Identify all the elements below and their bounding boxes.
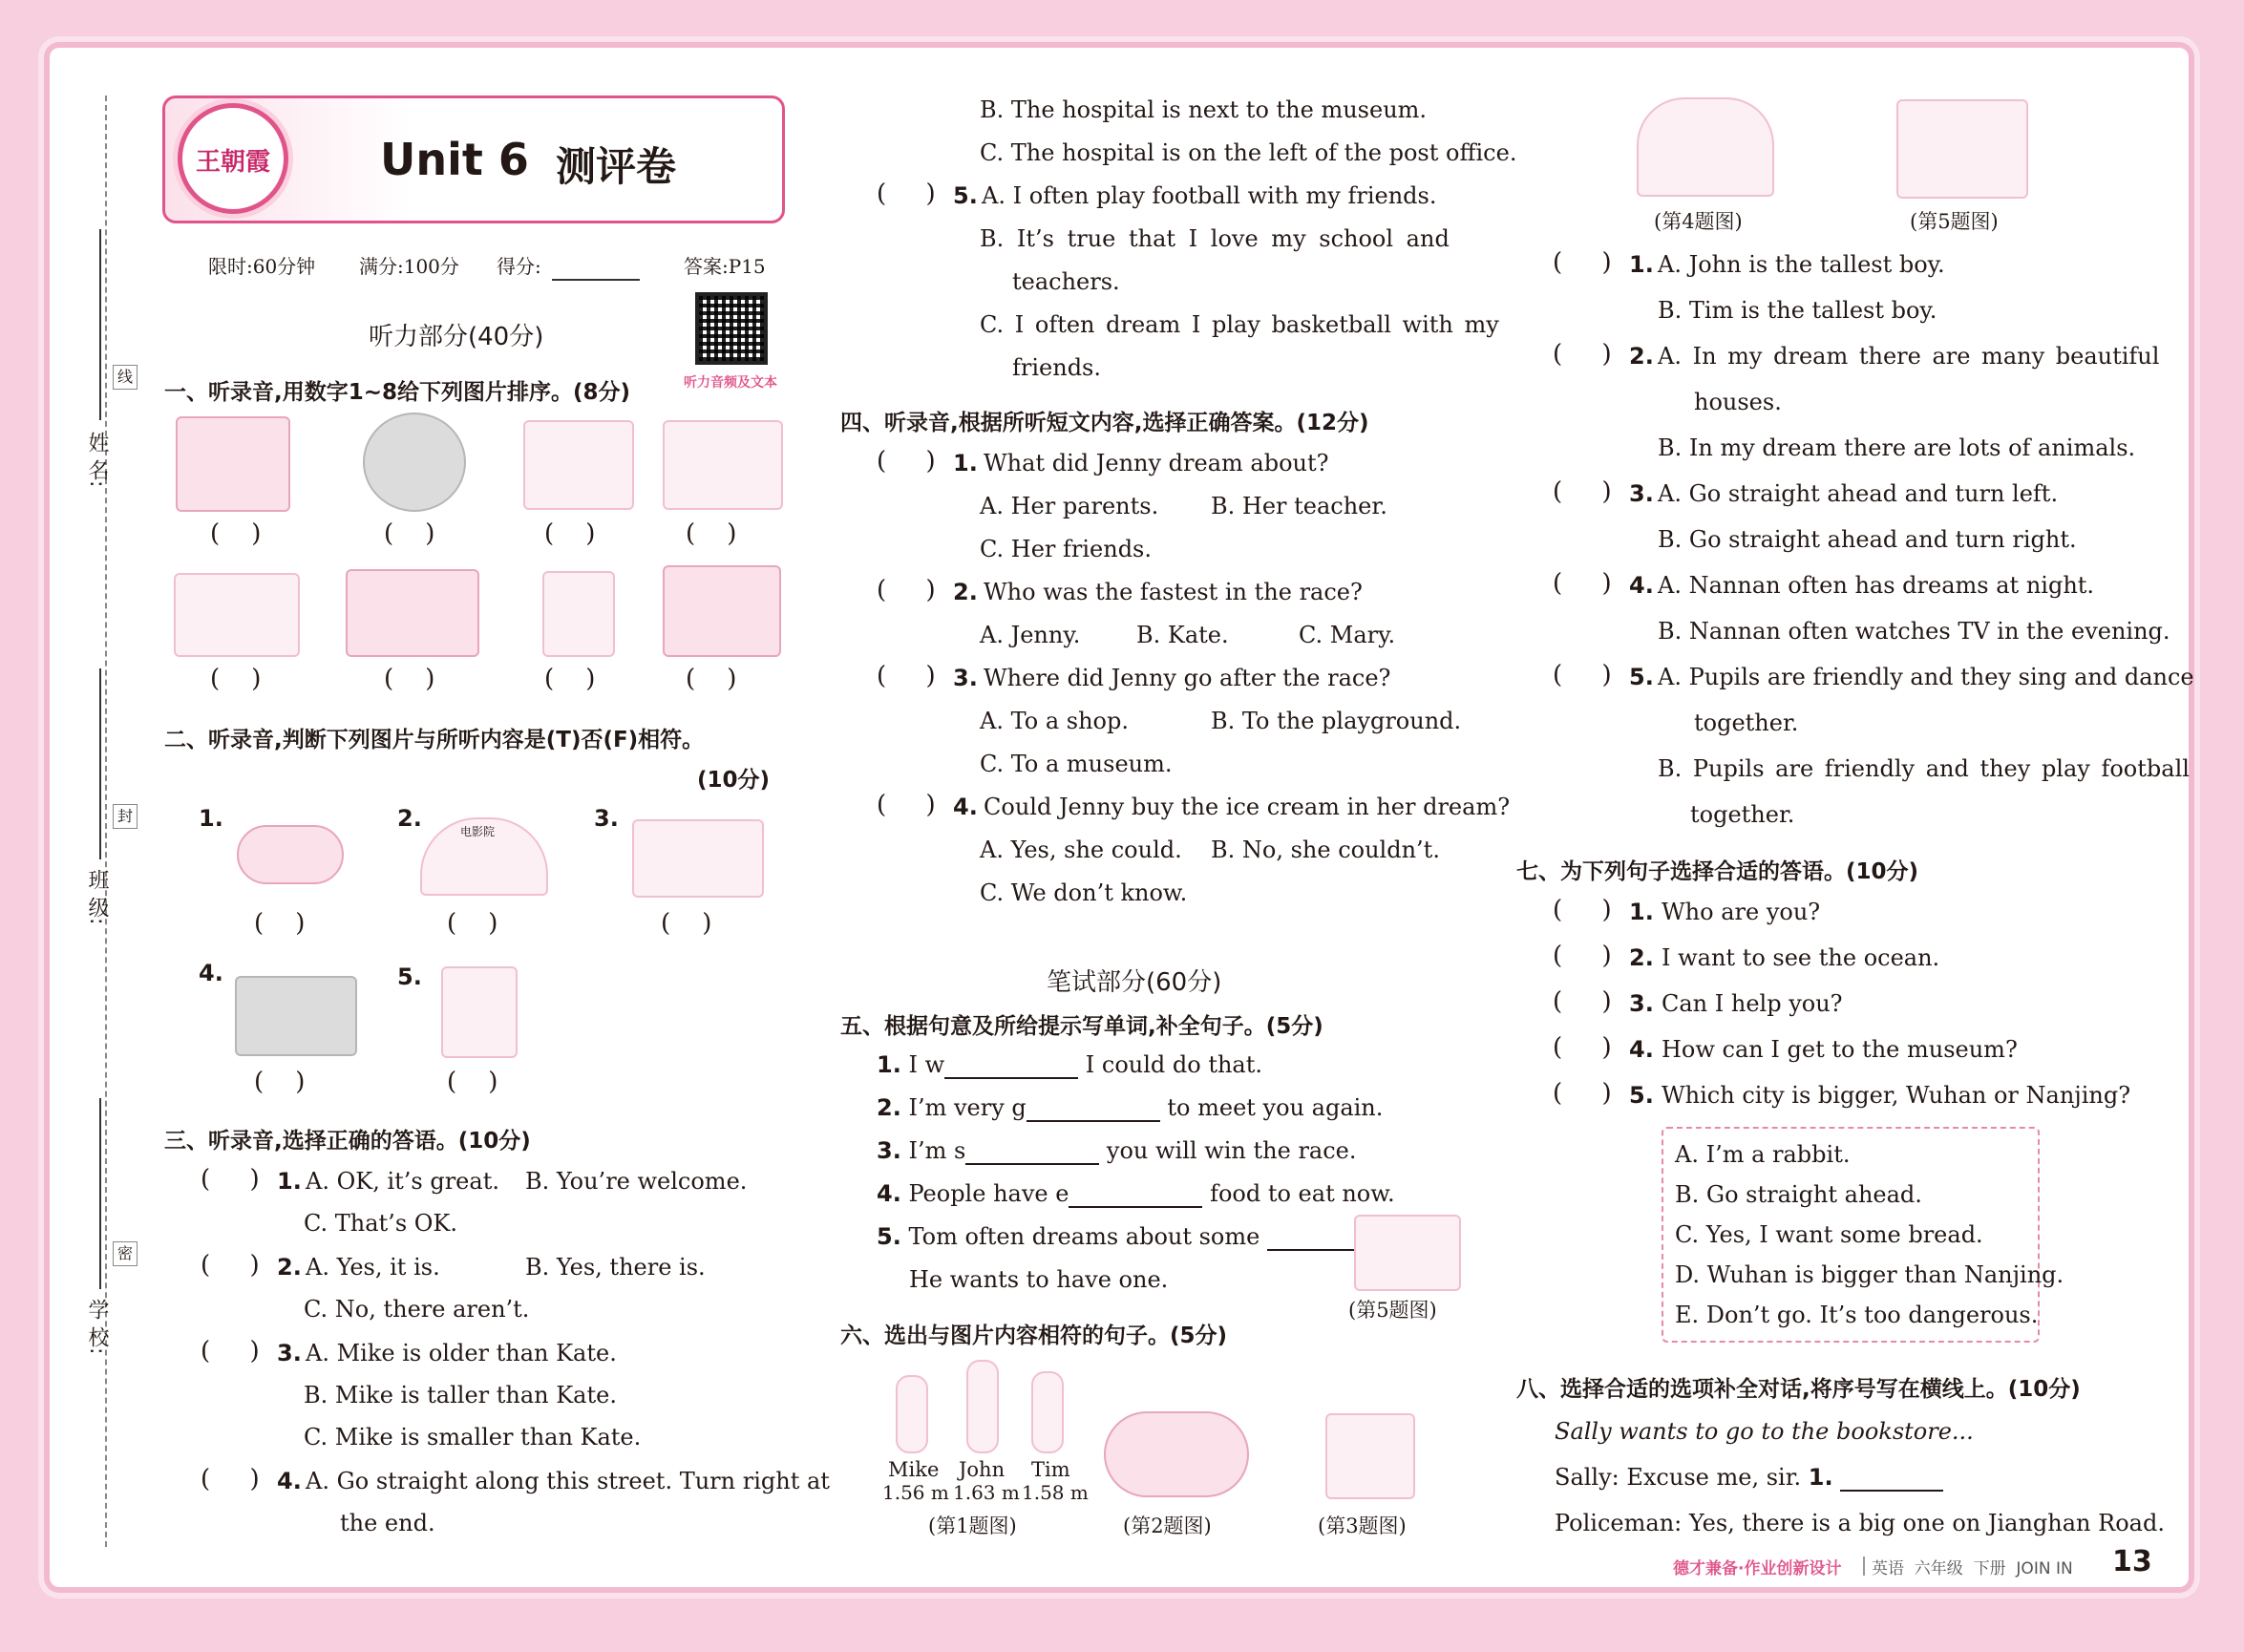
dialogue-line-2: Policeman: Yes, there is a big one on Jianghan Road. (1555, 1510, 2165, 1536)
question-number: 5. (1629, 1082, 1654, 1109)
option-c: C. Mary. (1299, 622, 1396, 648)
class-field[interactable] (99, 668, 101, 859)
cinema-sign: 电影院 (460, 825, 496, 838)
footer-divider (1863, 1557, 1865, 1576)
figure-height: 1.58 m (1022, 1481, 1089, 1504)
option-a: A. In my dream there are many beautiful (1658, 343, 2160, 370)
dialogue-line-1 (1555, 1463, 1943, 1492)
sentence-end: to meet you again. (1167, 1094, 1384, 1121)
option-b-continued: together. (1690, 801, 1795, 828)
option-b: B. To the playground. (1211, 708, 1462, 734)
picture-animals-dream (1104, 1411, 1249, 1497)
figure-caption: (第5题图) (1910, 210, 1999, 233)
name-field[interactable] (99, 229, 101, 420)
section-6-heading: 六、选出与图片内容相符的句子。(5分) (840, 1324, 1228, 1348)
question-number: 1. (277, 1168, 302, 1195)
question-text: I want to see the ocean. (1662, 944, 1940, 971)
answer-paren[interactable]: ( ) (877, 662, 936, 690)
question-number: 4. (953, 794, 978, 820)
sentence-start: I’m s (908, 1137, 966, 1164)
question-number: 1. (1629, 899, 1654, 925)
section-8-heading: 八、选择合适的选项补全对话,将序号写在横线上。(10分) (1516, 1377, 2081, 1402)
binding-mark-line: 线 (113, 365, 138, 390)
option-c: C. That’s OK. (304, 1210, 457, 1237)
answer-paren[interactable]: ( ) (1553, 661, 1612, 689)
section-1-heading: 一、听录音,用数字1~8给下列图片排序。(8分) (164, 380, 631, 405)
option-b-continued: teachers. (1012, 268, 1120, 295)
question-number: 3. (877, 1137, 901, 1164)
picture-kids-football (1896, 99, 2028, 199)
answer-paren[interactable]: ( ) (1553, 987, 1612, 1016)
section-2-score: (10分) (697, 768, 771, 793)
binding-mark-secret: 密 (113, 1241, 138, 1266)
question-text: Which city is bigger, Wuhan or Nanjing? (1662, 1082, 2131, 1109)
school-field[interactable] (99, 1098, 101, 1289)
answer-paren[interactable]: ( ) (201, 1337, 260, 1366)
option-c: C. We don’t know. (980, 879, 1188, 906)
question-number: 2. (397, 805, 422, 832)
option-b: B. No, she couldn’t. (1211, 837, 1440, 863)
option-a: A. Go straight along this street. Turn right at (306, 1468, 830, 1494)
option-a-continued: the end. (340, 1510, 435, 1536)
question-number: 4. (1629, 1036, 1654, 1063)
picture-robot (1354, 1215, 1461, 1291)
score-label: 得分: (497, 255, 541, 278)
picture-computer (523, 420, 634, 510)
page-number: 13 (2112, 1545, 2152, 1578)
option-a: A. To a shop. (980, 708, 1129, 734)
sentence-end: I could do that. (1085, 1051, 1263, 1078)
answer-blank[interactable] (965, 1142, 1099, 1165)
question-number: 2. (277, 1254, 302, 1281)
section-3-heading: 三、听录音,选择正确的答语。(10分) (164, 1129, 531, 1154)
picture-kids-playing (632, 819, 764, 898)
picture-house (663, 565, 781, 657)
option-c-continued: friends. (1012, 354, 1101, 381)
fill-sentence-1 (877, 1050, 1262, 1079)
figure-name: John (959, 1458, 1006, 1481)
sentence-start: Tom often dreams about some (908, 1223, 1260, 1250)
option-b: B. In my dream there are lots of animals. (1658, 434, 2136, 461)
answer-paren[interactable]: ( ) (1553, 1033, 1612, 1062)
name-label: 姓 名: (85, 432, 109, 488)
section-4-heading: 四、听录音,根据所听短文内容,选择正确答案。(12分) (840, 411, 1369, 435)
fill-sentence-3 (877, 1136, 1357, 1165)
question-number: 1. (1629, 251, 1654, 278)
option-b: B. Nannan often watches TV in the evening. (1658, 618, 2170, 645)
figure-john (966, 1360, 999, 1453)
option-a-continued: together. (1694, 710, 1799, 736)
class-label: 班 级: (85, 869, 109, 925)
answer-paren[interactable]: ( ) (1553, 340, 1612, 369)
time-limit: 限时:60分钟 (208, 255, 316, 278)
dialogue-text: Sally: Excuse me, sir. (1555, 1464, 1802, 1491)
option-b: B. Kate. (1136, 622, 1229, 648)
option-b: B. It’s true that I love my school and (980, 225, 1450, 252)
option-a: A. OK, it’s great. (306, 1168, 499, 1195)
option-c: C. Her friends. (980, 536, 1152, 562)
option-a: A. Yes, it is. (306, 1254, 440, 1281)
figure-height: 1.63 m (953, 1481, 1020, 1504)
dialogue-intro: Sally wants to go to the bookstore... (1555, 1418, 1974, 1445)
option-b: B. The hospital is next to the museum. (980, 96, 1428, 123)
figure-tim (1031, 1371, 1064, 1453)
answer-blank[interactable] (1027, 1099, 1160, 1122)
answer-paren[interactable]: ( ) (1553, 248, 1612, 277)
sentence-start: I w (908, 1051, 945, 1078)
option-item: E. Don’t go. It’s too dangerous. (1675, 1302, 2039, 1328)
question-number: 1. (199, 805, 223, 832)
answer-paren[interactable]: ( ) (254, 1068, 306, 1096)
picture-turn-left-sign (1325, 1413, 1415, 1499)
question-text: Who was the fastest in the race? (984, 579, 1363, 605)
picture-crossroads (235, 976, 357, 1056)
option-a: A. I often play football with my friends. (982, 182, 1437, 209)
qr-code[interactable] (695, 292, 768, 365)
brand-logo-text: 王朝霞 (195, 148, 270, 177)
question-number: 2. (953, 579, 978, 605)
answer-paren[interactable]: ( ) (1553, 896, 1612, 924)
figure-mike (896, 1375, 928, 1453)
option-a: A. Her parents. (980, 493, 1159, 519)
binding-mark-seal: 封 (113, 804, 138, 829)
score-field[interactable] (552, 279, 640, 281)
listening-heading: 听力部分(40分) (369, 323, 544, 351)
answer-blank[interactable] (1069, 1185, 1202, 1208)
option-item: D. Wuhan is bigger than Nanjing. (1675, 1261, 2064, 1288)
picture-turn-sign (542, 571, 615, 657)
option-a: A. Pupils are friendly and they sing and dance (1658, 664, 2194, 690)
option-c: C. The hospital is on the left of the post office. (980, 139, 1517, 166)
option-b: B. Pupils are friendly and they play football (1658, 755, 2190, 782)
sentence-continued: He wants to have one. (909, 1266, 1169, 1293)
answer-ref: 答案:P15 (684, 255, 766, 278)
figure-name: Tim (1031, 1458, 1070, 1481)
figure-caption: (第1题图) (928, 1514, 1017, 1537)
figure-caption: (第3题图) (1318, 1514, 1407, 1537)
answer-paren[interactable]: ( ) (686, 665, 737, 693)
question-number: 5. (953, 182, 978, 209)
question-number: 4. (199, 960, 223, 986)
answer-paren[interactable]: ( ) (877, 180, 936, 208)
answer-paren[interactable]: ( ) (544, 665, 596, 693)
picture-city-skyline (174, 573, 300, 657)
answer-paren[interactable]: ( ) (384, 665, 435, 693)
fill-sentence-2 (877, 1093, 1383, 1122)
answer-paren[interactable]: ( ) (1553, 1079, 1612, 1108)
written-heading: 笔试部分(60分) (1047, 968, 1222, 997)
question-number: 4. (877, 1180, 901, 1207)
question-number: 4. (1629, 572, 1654, 599)
section-7-heading: 七、为下列句子选择合适的答语。(10分) (1516, 859, 1919, 884)
option-b: B. You’re welcome. (525, 1168, 748, 1195)
question-number: 4. (277, 1468, 302, 1494)
answer-paren[interactable]: ( ) (210, 519, 262, 548)
sentence-end: food to eat now. (1210, 1180, 1395, 1207)
option-b: B. Go straight ahead and turn right. (1658, 526, 2077, 553)
question-number: 3. (277, 1340, 302, 1366)
question-text: Can I help you? (1662, 990, 1843, 1017)
figure-height: 1.56 m (882, 1481, 949, 1504)
answer-paren[interactable]: ( ) (877, 576, 936, 604)
answer-paren[interactable]: ( ) (201, 1165, 260, 1194)
option-a: A. Mike is older than Kate. (306, 1340, 617, 1366)
option-a-continued: houses. (1694, 389, 1782, 415)
answer-paren[interactable]: ( ) (1553, 942, 1612, 970)
answer-blank[interactable] (1840, 1469, 1943, 1492)
question-number: 5. (1629, 664, 1654, 690)
question-number: 2. (1629, 944, 1654, 971)
answer-paren[interactable]: ( ) (1553, 477, 1612, 506)
option-b: B. Mike is taller than Kate. (304, 1382, 617, 1408)
answer-paren[interactable]: ( ) (201, 1465, 260, 1493)
answer-paren[interactable]: ( ) (1553, 569, 1612, 598)
fill-sentence-5 (877, 1222, 1408, 1251)
answer-paren[interactable]: ( ) (877, 791, 936, 819)
answer-paren[interactable]: ( ) (544, 519, 596, 548)
question-number: 1. (877, 1051, 901, 1078)
option-item: C. Yes, I want some bread. (1675, 1221, 1983, 1248)
answer-paren[interactable]: ( ) (201, 1251, 260, 1280)
question-number: 5. (397, 964, 422, 990)
answer-paren[interactable]: ( ) (661, 909, 712, 938)
sentence-end: you will win the race. (1106, 1137, 1357, 1164)
section-5-heading: 五、根据句意及所给提示写单词,补全句子。(5分) (840, 1014, 1323, 1039)
option-a: A. Go straight ahead and turn left. (1658, 480, 2059, 507)
question-number: 3. (1629, 990, 1654, 1017)
sentence-start: I’m very g (908, 1094, 1027, 1121)
answer-paren[interactable]: ( ) (254, 909, 306, 938)
option-b: B. Her teacher. (1211, 493, 1387, 519)
option-item: B. Go straight ahead. (1675, 1181, 1922, 1208)
question-number: 2. (877, 1094, 901, 1121)
sentence-start: People have e (908, 1180, 1069, 1207)
figure-caption: (第4题图) (1654, 210, 1743, 233)
footer-info: 英语 六年级 下册 JOIN IN (1872, 1559, 2073, 1578)
option-item: A. I’m a rabbit. (1675, 1141, 1851, 1168)
option-a: A. Yes, she could. (980, 837, 1182, 863)
picture-flower-garden (346, 569, 479, 657)
question-number: 3. (953, 665, 978, 691)
answer-paren[interactable]: ( ) (447, 909, 498, 938)
option-c: C. Mike is smaller than Kate. (304, 1424, 642, 1451)
answer-blank[interactable] (944, 1056, 1078, 1079)
option-c: C. I often dream I play basketball with my (980, 311, 1499, 338)
brand-logo (178, 103, 288, 214)
figure-name: Mike (888, 1458, 940, 1481)
question-text: Where did Jenny go after the race? (984, 665, 1391, 691)
page-title-text: 测评卷 (556, 143, 677, 190)
figure-caption: (第2题图) (1123, 1514, 1212, 1537)
full-score: 满分:100分 (359, 255, 459, 278)
answer-paren[interactable]: ( ) (384, 519, 435, 548)
picture-sleeping-dream (1637, 97, 1774, 197)
question-text: How can I get to the museum? (1662, 1036, 2018, 1063)
answer-paren[interactable]: ( ) (210, 665, 262, 693)
option-a: A. John is the tallest boy. (1658, 251, 1945, 278)
option-a: A. Jenny. (980, 622, 1081, 648)
picture-straight-sign (441, 966, 518, 1058)
question-number: 5. (877, 1223, 901, 1250)
option-c: C. No, there aren’t. (304, 1296, 530, 1323)
picture-zebra-crossing (176, 416, 290, 512)
question-number: 1. (1808, 1464, 1833, 1491)
footer-brand: 德才兼备·作业创新设计 (1673, 1559, 1842, 1578)
page-title-unit: Unit 6 (380, 134, 529, 185)
answer-paren[interactable]: ( ) (447, 1068, 498, 1096)
section-2-heading: 二、听录音,判断下列图片与所听内容是(T)否(F)相符。 (164, 728, 705, 752)
question-number: 3. (594, 805, 619, 832)
option-c: C. To a museum. (980, 751, 1173, 777)
question-number: 2. (1629, 343, 1654, 370)
fill-sentence-4 (877, 1179, 1395, 1208)
answer-paren[interactable]: ( ) (686, 519, 737, 548)
answer-paren[interactable]: ( ) (877, 447, 936, 476)
option-b: B. Tim is the tallest boy. (1658, 297, 1937, 324)
option-a: A. Nannan often has dreams at night. (1658, 572, 2095, 599)
question-text: What did Jenny dream about? (984, 450, 1329, 477)
question-number: 3. (1629, 480, 1654, 507)
question-text: Could Jenny buy the ice cream in her dream? (984, 794, 1511, 820)
option-b: B. Yes, there is. (525, 1254, 706, 1281)
question-number: 1. (953, 450, 978, 477)
picture-night-sky (363, 413, 466, 512)
question-text: Who are you? (1662, 899, 1821, 925)
qr-caption: 听力音频及文本 (684, 375, 777, 391)
school-label: 学 校: (85, 1299, 109, 1355)
picture-buildings (663, 420, 783, 510)
picture-fruit (237, 825, 344, 884)
figure-caption: (第5题图) (1348, 1299, 1437, 1322)
